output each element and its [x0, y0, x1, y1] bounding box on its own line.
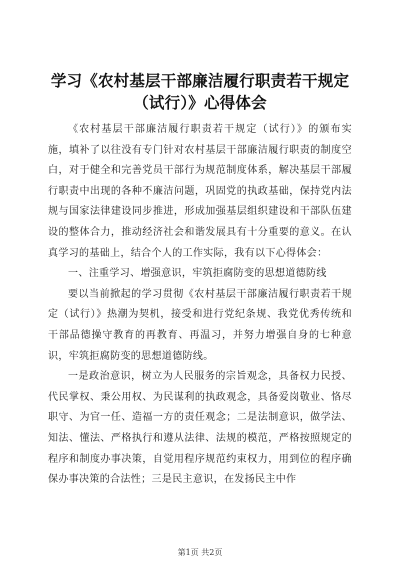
section-paragraph-2: 一是政治意识，树立为人民服务的宗旨观念，具备权力民授、代民掌权、秉公用权、为民谋利的执政观念，具备爱岗敬业、恪尽职守、为官一任、造福一方的责任观念；二是法制意识，做学法、知法、懂法、严格执行和遵从法律、法规的模范，严格按照规定的程序和制度办事决策，自觉用程序规范约束权力，用到位的程序确保办事决策的合法性；三是民主意识，在发扬民主中作	[48, 371, 352, 486]
title-line-1: 学习《农村基层干部廉洁履行职责若干规定	[50, 71, 350, 90]
page-number-footer: 第1页 共2页	[177, 548, 223, 557]
title-line-2: （试行）》心得体会	[133, 93, 267, 112]
section-heading-1: 一、注重学习、增强意识，牢筑拒腐防变的思想道德防线	[68, 268, 327, 280]
intro-paragraph: 《农村基层干部廉洁履行职责若干规定（试行）》的颁布实施，填补了以往没有专门针对农村基层干部廉洁履行职责的制度空白，对于健全和完善党员干部行为规范制度体系，解决基层干部履行职责中出现的各种不廉洁问题，巩固党的执政基础，保持党内法规与国家法律建设同步推进，形成加强基层组织建设和干部队伍建设的整体合力，推动经济社会和谐发展具有十分重要的意义。在认真学习的基础上，结合个人的工作实际，我有以下心得体会：	[48, 124, 352, 259]
document-body	[48, 120, 352, 491]
document-title	[48, 70, 352, 114]
section-paragraph-1: 要以当前掀起的学习贯彻《农村基层干部廉洁履行职责若干规定（试行）》热潮为契机，接受和进行党纪条规、我党优秀传统和干部品德操守教育的再教育、再温习，并努力增强自身的七种意识，牢筑拒腐防变的思想道德防线。	[48, 288, 352, 362]
